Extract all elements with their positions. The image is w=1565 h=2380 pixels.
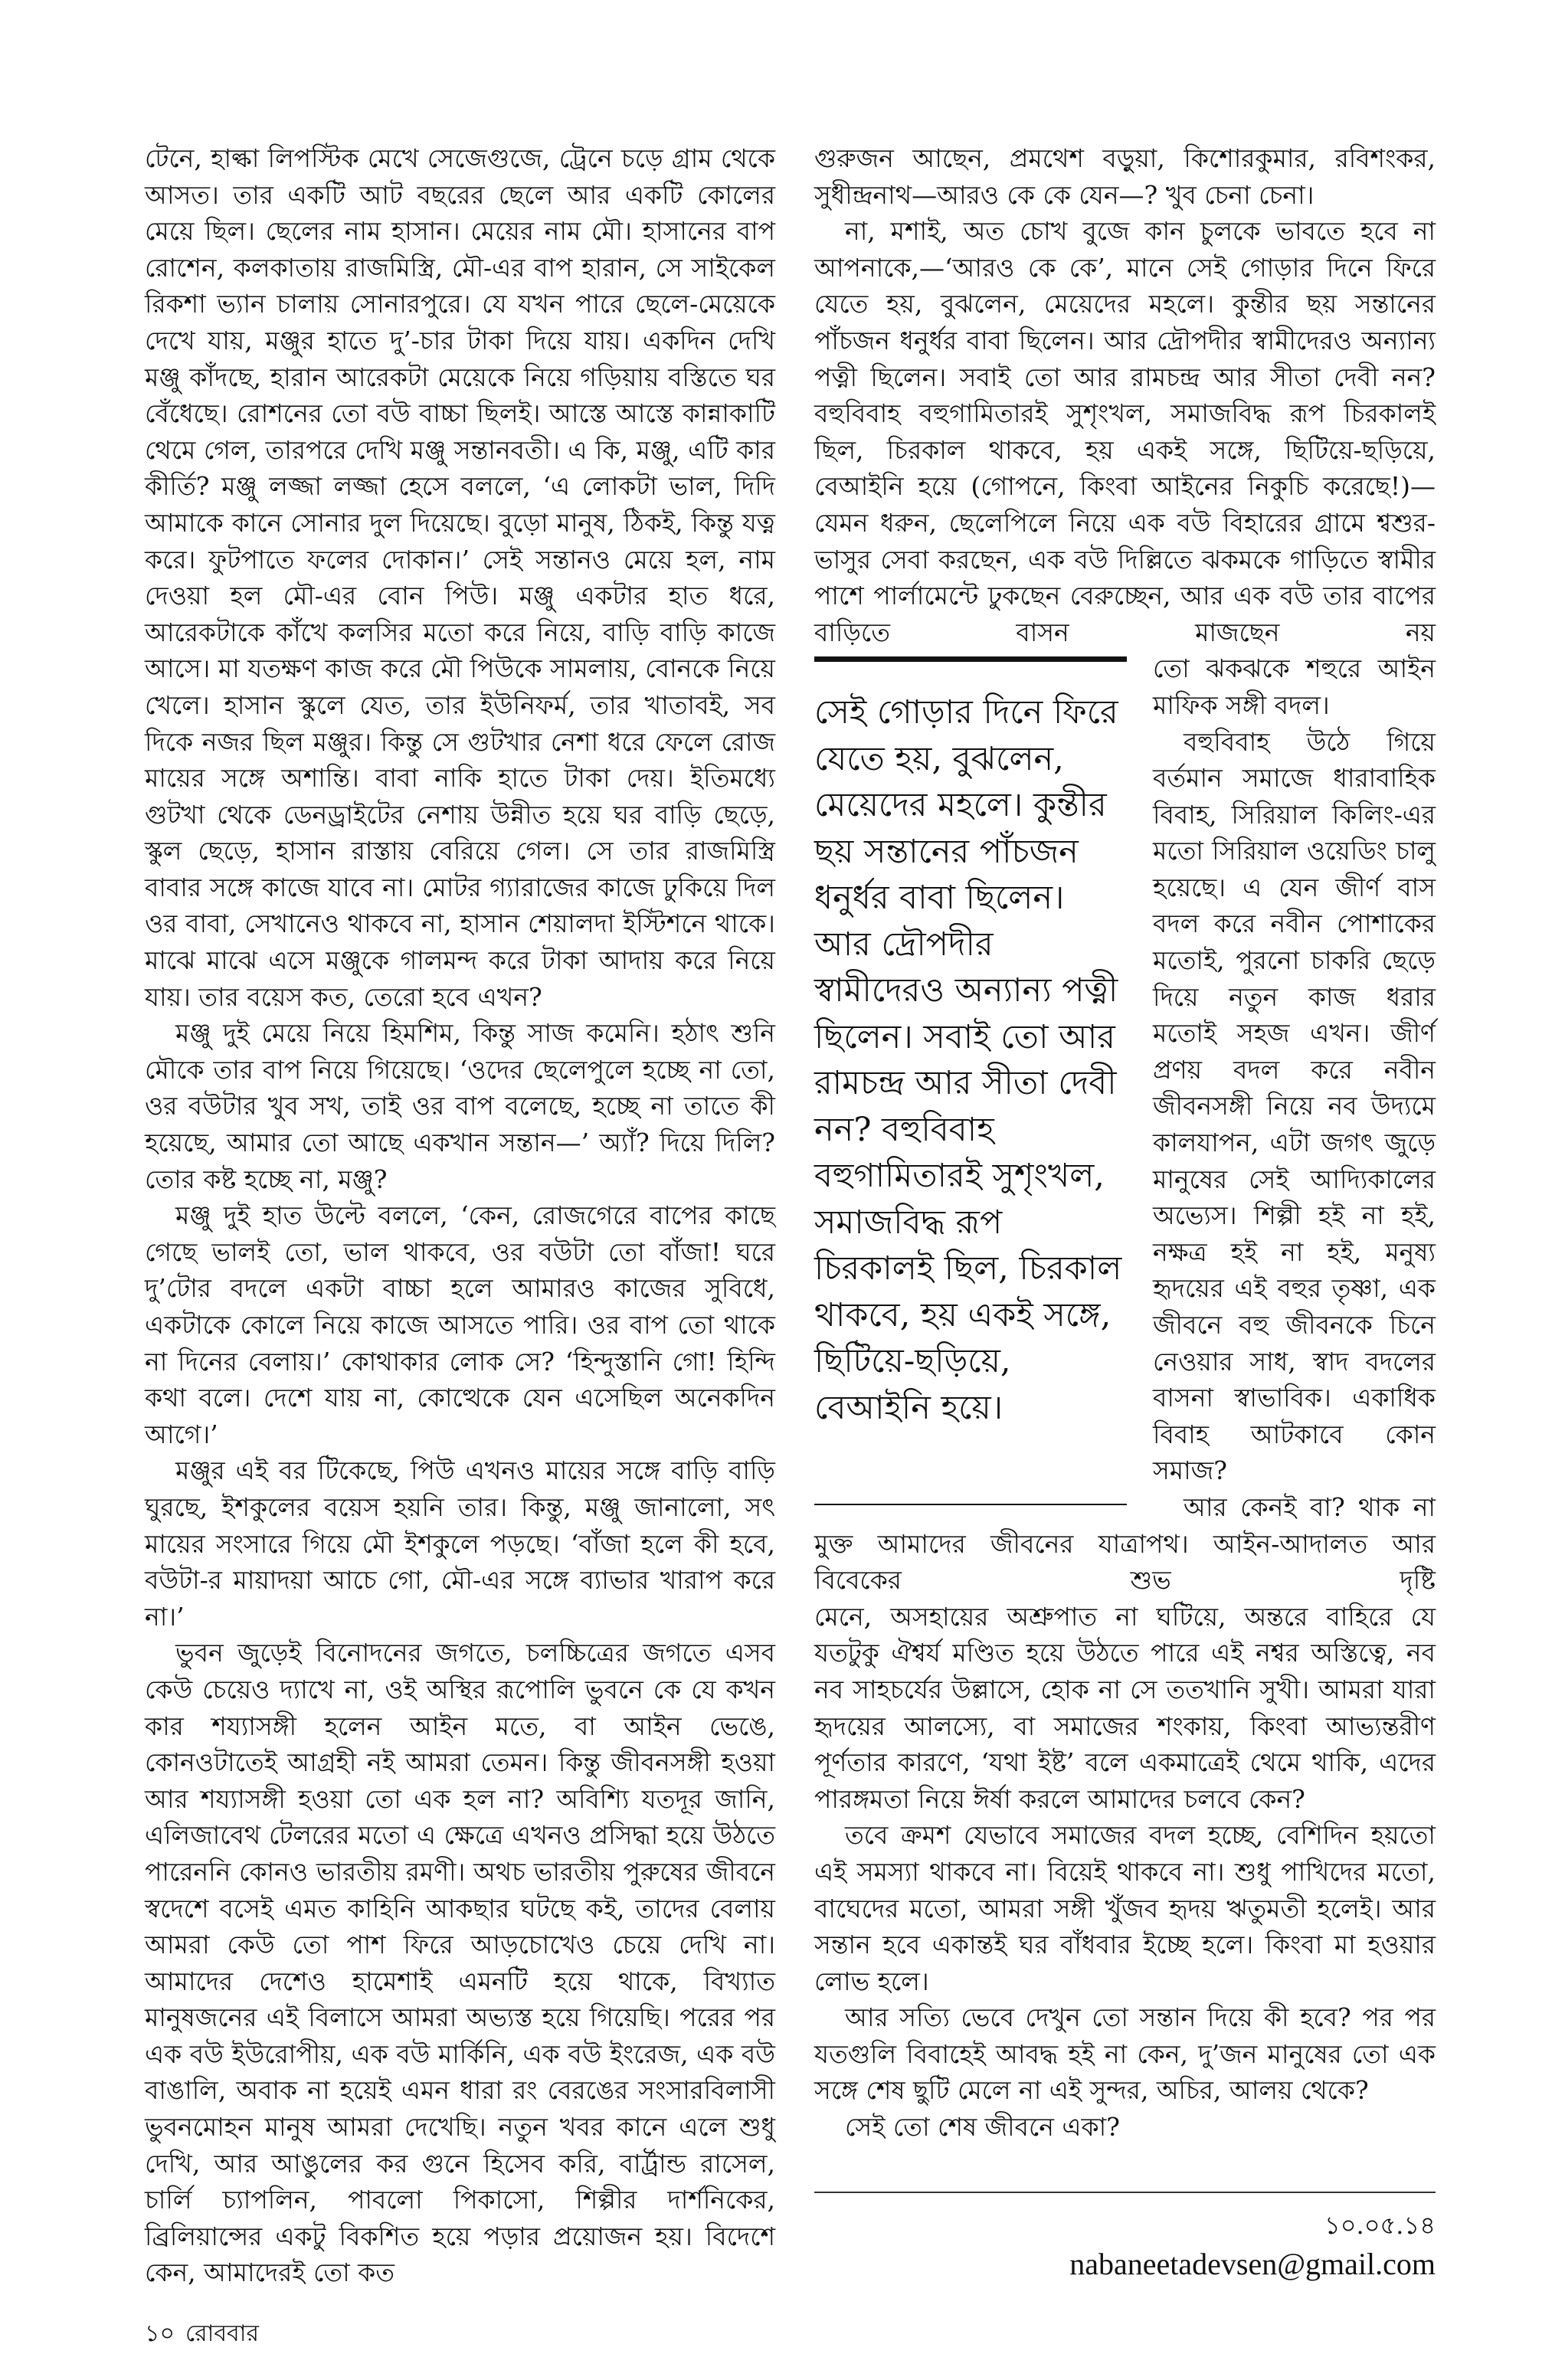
paragraph: তবে ক্রমশ যেভাবে সমাজের বদল হচ্ছে, বেশিদিন হয়তো এই সমস্যা থাকবে না। বিয়েই থাকবে না। শুধু পাখিদের মতো, বাঘেদের মতো, আমরা সঙ্গী খুঁজব হৃদয় ঋতুমতী হলেই। আর সন্তান হবে একান্তই ঘর বাঁধবার ইচ্ছে হলে। কিংবা মা হওয়ার লোভ হলে। [814,1820,1436,1996]
author-email: nabaneetadevsen@gmail.com [1069,2246,1436,2281]
pull-quote [814,656,1127,1505]
paragraph: মঞ্জুর এই বর টিকেছে, পিউ এখনও মায়ের সঙ্গে বাড়ি বাড়ি ঘুরছে, ইশকুলের বয়েস হয়নি তার। কিন্তু, মঞ্জু জানালো, সৎ মায়ের সংসারে গিয়ে মৌ ইশকুলে পড়ছে। ‘বাঁজা হলে কী হবে, বউটা-র মায়াদয়া আচে গো, মৌ-এর সঙ্গে ব্যাভার খারাপ করে না।’ [145,1455,775,1632]
paragraph: আর কেনই বা? থাক না মুক্ত আমাদের জীবনের যাত্রাপথ। আইন-আদালত আর বিবেকের শুভ দৃষ্টি [814,1491,1436,1596]
paragraph: না, মশাই, অত চোখ বুজে কান চুলকে ভাবতে হবে না আপনাকে,—‘আরও কে কে’, মানে সেই গোড়ার দিনে ফিরে যেতে হয়, বুঝলেন, মেয়েদের মহলে। কুন্তীর ছয় সন্তানের পাঁচজন ধনুর্ধর বাবা ছিলেন। আর দ্রৌপদীর স্বামীদেরও অন্যান্য পত্নী ছিলেন। সবাই তো আর রামচন্দ্র আর সীতা দেবী নন? বহুবিবাহ বহুগামিতারই সুশৃংখল, সমাজবিদ্ধ রূপ চিরকালই ছিল, চিরকাল থাকবে, হয় একই সঙ্গে, ছিটিয়ে-ছড়িয়ে, বেআইনি হয়ে (গোপনে, কিংবা আইনের নিকুচি করেছে!)—যেমন ধরুন, ছেলেপিলে নিয়ে এক বউ বিহারের গ্রামে শ্বশুর-ভাসুর সেবা করছেন, এক বউ দিল্লিতে ঝকমকে গাড়িতে স্বামীর পাশে পার্লামেন্টে ঢুকছেন বেরুচ্ছেন, আর এক বউ তার বাপের বাড়িতে বাসন মাজছেন নয় [814,216,1436,647]
pull-quote-top-rule [814,656,1127,662]
paragraph: বহুবিবাহ উঠে গিয়ে বর্তমান সমাজে ধারাবাহিক বিবাহ, সিরিয়াল কিলিং-এর মতো সিরিয়াল ওয়েডিং চালু হয়েছে। এ যেন জীর্ণ বাস বদল করে নবীন পোশাকের মতোই, পুরনো চাকরি ছেড়ে দিয়ে নতুন কাজ ধরার মতোই সহজ এখন। জীর্ণ প্রণয় বদল করে নবীন জীবনসঙ্গী নিয়ে নব উদ্যমে কালযাপন, এটা জগৎ জুড়ে মানুষের সেই আদ্যিকালের অভ্যেস। শিল্পী হই না হই, নক্ষত্র হই না হই, মনুষ্য হৃদয়ের এই বহুর তৃষ্ণা, এক জীবনে বহু জীবনকে চিনে নেওয়ার সাধ, স্বাদ বদলের বাসনা স্বাভাবিক। একাধিক বিবাহ আটকাবে কোন সমাজ? [1153,726,1436,1486]
page-footer [145,2319,775,2349]
left-column [145,140,775,2380]
pull-quote-bottom-rule [814,1504,1127,1505]
paragraph: মঞ্জু দুই হাত উল্টে বললে, ‘কেন, রোজগেরে বাপের কাছে গেছে ভালই তো, ভাল থাকবে, ওর বউটা তো বাঁজা! ঘরে দু’টোর বদলে একটা বাচ্চা হলে আমারও কাজের সুবিধে, একটাকে কোলে নিয়ে কাজে আসতে পারি। ওর বাপ তো থাকে না দিনের বেলায়।’ কোথাকার লোক সে? ‘হিন্দুস্তানি গো! হিন্দি কথা বলে। দেশে যায় না, কোত্থেকে যেন এসেছিল অনেকদিন আগে।’ [145,1200,775,1449]
paragraph: তো ঝকঝকে শহুরে আইন মাফিক সঙ্গী বদল। [1153,653,1436,720]
signoff-divider [814,2192,1436,2193]
pull-quote-text: সেই গোড়ার দিনে ফিরে যেতে হয়, বুঝলেন, মেয়েদের মহলে। কুন্তীর ছয় সন্তানের পাঁচজন ধনুর্ধর বাবা ছিলেন। আর দ্রৌপদীর স্বামীদেরও অন্যান্য পত্নী ছিলেন। সবাই তো আর রামচন্দ্র আর সীতা দেবী নন? বহুবিবাহ বহুগামিতারই সুশৃংখল, সমাজবিদ্ধ রূপ চিরকালই ছিল, চিরকাল থাকবে, হয় একই সঙ্গে, ছিটিয়ে-ছড়িয়ে, বেআইনি হয়ে। [814,693,1122,1427]
paragraph: সেই তো শেষ জীবনে একা? [845,2112,1120,2143]
paragraph: আর সত্যি ভেবে দেখুন তো সন্তান দিয়ে কী হবে? পর পর যতগুলি বিবাহেই আবদ্ধ হই না কেন, দু’জন মানুষের তো এক সঙ্গে শেষ ছুটি মেলে না এই সুন্দর, অচির, আলয় থেকে? [814,2002,1436,2106]
right-column [814,140,1436,2314]
paragraph: মেনে, অসহায়ের অশ্রুপাত না ঘটিয়ে, অন্তরে বাহিরে যে যতটুকু ঐশ্বর্য মণ্ডিত হয়ে উঠতে পারে এই নশ্বর অস্তিত্বে, নব নব সাহচর্যের উল্লাসে, হোক না সে ততখানি সুখী। আমরা যারা হৃদয়ের আলস্যে, বা সমাজের শংকায়, কিংবা আভ্যন্তরীণ পূর্ণতার কারণে, ‘যথা ইষ্ট’ বলে একমাত্রেই থেমে থাকি, এদের পারঙ্গমতা নিয়ে ঈর্ষা করলে আমাদের চলবে কেন? [814,1601,1436,1814]
magazine-name: রোববার [185,2320,259,2348]
paragraph: ভুবন জুড়েই বিনোদনের জগতে, চলচ্চিত্রের জগতে এসব কেউ চেয়েও দ্যাখে না, ওই অস্থির রূপোলি ভুবনে কে যে কখন কার শয্যাসঙ্গী হলেন আইন মতে, বা আইন ভেঙে, কোনওটাতেই আগ্রহী নই আমরা তেমন। কিন্তু জীবনসঙ্গী হওয়া আর শয্যাসঙ্গী হওয়া তো এক হল না? অবিশ্যি যতদূর জানি, এলিজাবেথ টেলরের মতো এ ক্ষেত্রে এখনও প্রসিদ্ধা হয়ে উঠতে পারেননি কোনও ভারতীয় রমণী। অথচ ভারতীয় পুরুষের জীবনে স্বদেশে বসেই এমত কাহিনি আকছার ঘটছে কই, তাদের বেলায় আমরা কেউ তো পাশ ফিরে আড়চোখেও চেয়ে দেখি না। আমাদের দেশেও হামেশাই এমনটি হয়ে থাকে, বিখ্যাত মানুষজনের এই বিলাসে আমরা অভ্যস্ত হয়ে গিয়েছি। পরের পর এক বউ ইউরোপীয়, এক বউ মার্কিনি, এক বউ ইংরেজ, এক বউ বাঙালি, অবাক না হয়েই এমন ধারা রং বেরঙের সংসারবিলাসী ভুবনমোহন মানুষ আমরা দেখেছি। নতুন খবর কানে এলে শুধু দেখি, আর আঙুলের কর গুনে হিসেব করি, বার্ট্রান্ড রাসেল, চার্লি চ্যাপলিন, পাবলো পিকাসো, শিল্পীর দার্শনিকের, ব্রিলিয়ান্সের একটু বিকশিত হয়ে পড়ার প্রয়োজন হয়। বিদেশে কেন, আমাদেরই তো কত [145,1638,775,2288]
article-date: ১০.০৫.১৪ [1324,2210,1436,2240]
paragraph: গুরুজন আছেন, প্রমথেশ বড়ুয়া, কিশোরকুমার, রবিশংকর, সুধীন্দ্রনাথ—আরও কে কে যেন—? খুব চেনা চেনা। [814,143,1436,210]
page-number: ১০ [145,2320,175,2348]
paragraph: টেনে, হাল্কা লিপস্টিক মেখে সেজেগুজে, ট্রেনে চড়ে গ্রাম থেকে আসত। তার একটি আট বছরের ছেলে আর একটি কোলের মেয়ে ছিল। ছেলের নাম হাসান। মেয়ের নাম মৌ। হাসানের বাপ রোশেন, কলকাতায় রাজমিস্ত্রি, মৌ-এর বাপ হারান, সে সাইকেল রিকশা ভ্যান চালায় সোনারপুরে। যে যখন পারে ছেলে-মেয়েকে দেখে যায়, মঞ্জুর হাতে দু’-চার টাকা দিয়ে যায়। একদিন দেখি মঞ্জু কাঁদছে, হারান আরেকটা মেয়েকে নিয়ে গড়িয়ায় বস্তিতে ঘর বেঁধেছে। রোশনের তো বউ বাচ্চা ছিলই। আস্তে আস্তে কান্নাকাটি থেমে গেল, তারপরে দেখি মঞ্জু সন্তানবতী। এ কি, মঞ্জু, এটি কার কীর্তি? মঞ্জু লজ্জা লজ্জা হেসে বললে, ‘এ লোকটা ভাল, দিদি আমাকে কানে সোনার দুল দিয়েছে। বুড়ো মানুষ, ঠিকই, কিন্তু যত্ন করে। ফুটপাতে ফলের দোকান।’ সেই সন্তানও মেয়ে হল, নাম দেওয়া হল মৌ-এর বোন পিউ। মঞ্জু একটার হাত ধরে, আরেকটাকে কাঁখে কলসির মতো করে নিয়ে, বাড়ি বাড়ি কাজে আসে। মা যতক্ষণ কাজ করে মৌ পিউকে সামলায়, বোনকে নিয়ে খেলে। হাসান স্কুলে যেত, তার ইউনিফর্ম, তার খাতাবই, সব দিকে নজর ছিল মঞ্জুর। কিন্তু সে গুটখার নেশা ধরে ফেলে রোজ মায়ের সঙ্গে অশান্তি। বাবা নাকি হাতে টাকা দেয়। ইতিমধ্যে গুটখা থেকে ডেনড্রাইটের নেশায় উন্নীত হয়ে ঘর বাড়ি ছেড়ে, স্কুল ছেড়ে, হাসান রাস্তায় বেরিয়ে গেল। সে তার রাজমিস্ত্রি বাবার সঙ্গে কাজে যাবে না। মোটর গ্যারাজের কাজে ঢুকিয়ে দিল ওর বাবা, সেখানেও থাকবে না, হাসান শেয়ালদা ইস্টিশনে থাকে। মাঝে মাঝে এসে মঞ্জুকে গালমন্দ করে টাকা আদায় করে নিয়ে যায়। তার বয়েস কত, তেরো হবে এখন? [145,143,775,1012]
paragraph: মঞ্জু দুই মেয়ে নিয়ে হিমশিম, কিন্তু সাজ কমেনি। হঠাৎ শুনি মৌকে তার বাপ নিয়ে গিয়েছে। ‘ওদের ছেলেপুলে হচ্ছে না তো, ওর বউটার খুব সখ, তাই ওর বাপ বলেছে, হচ্ছে না তাতে কী হয়েছে, আমার তো আছে একখান সন্তান—’ অ্যাঁ? দিয়ে দিলি? তোর কষ্ট হচ্ছে না, মঞ্জু? [145,1018,775,1194]
